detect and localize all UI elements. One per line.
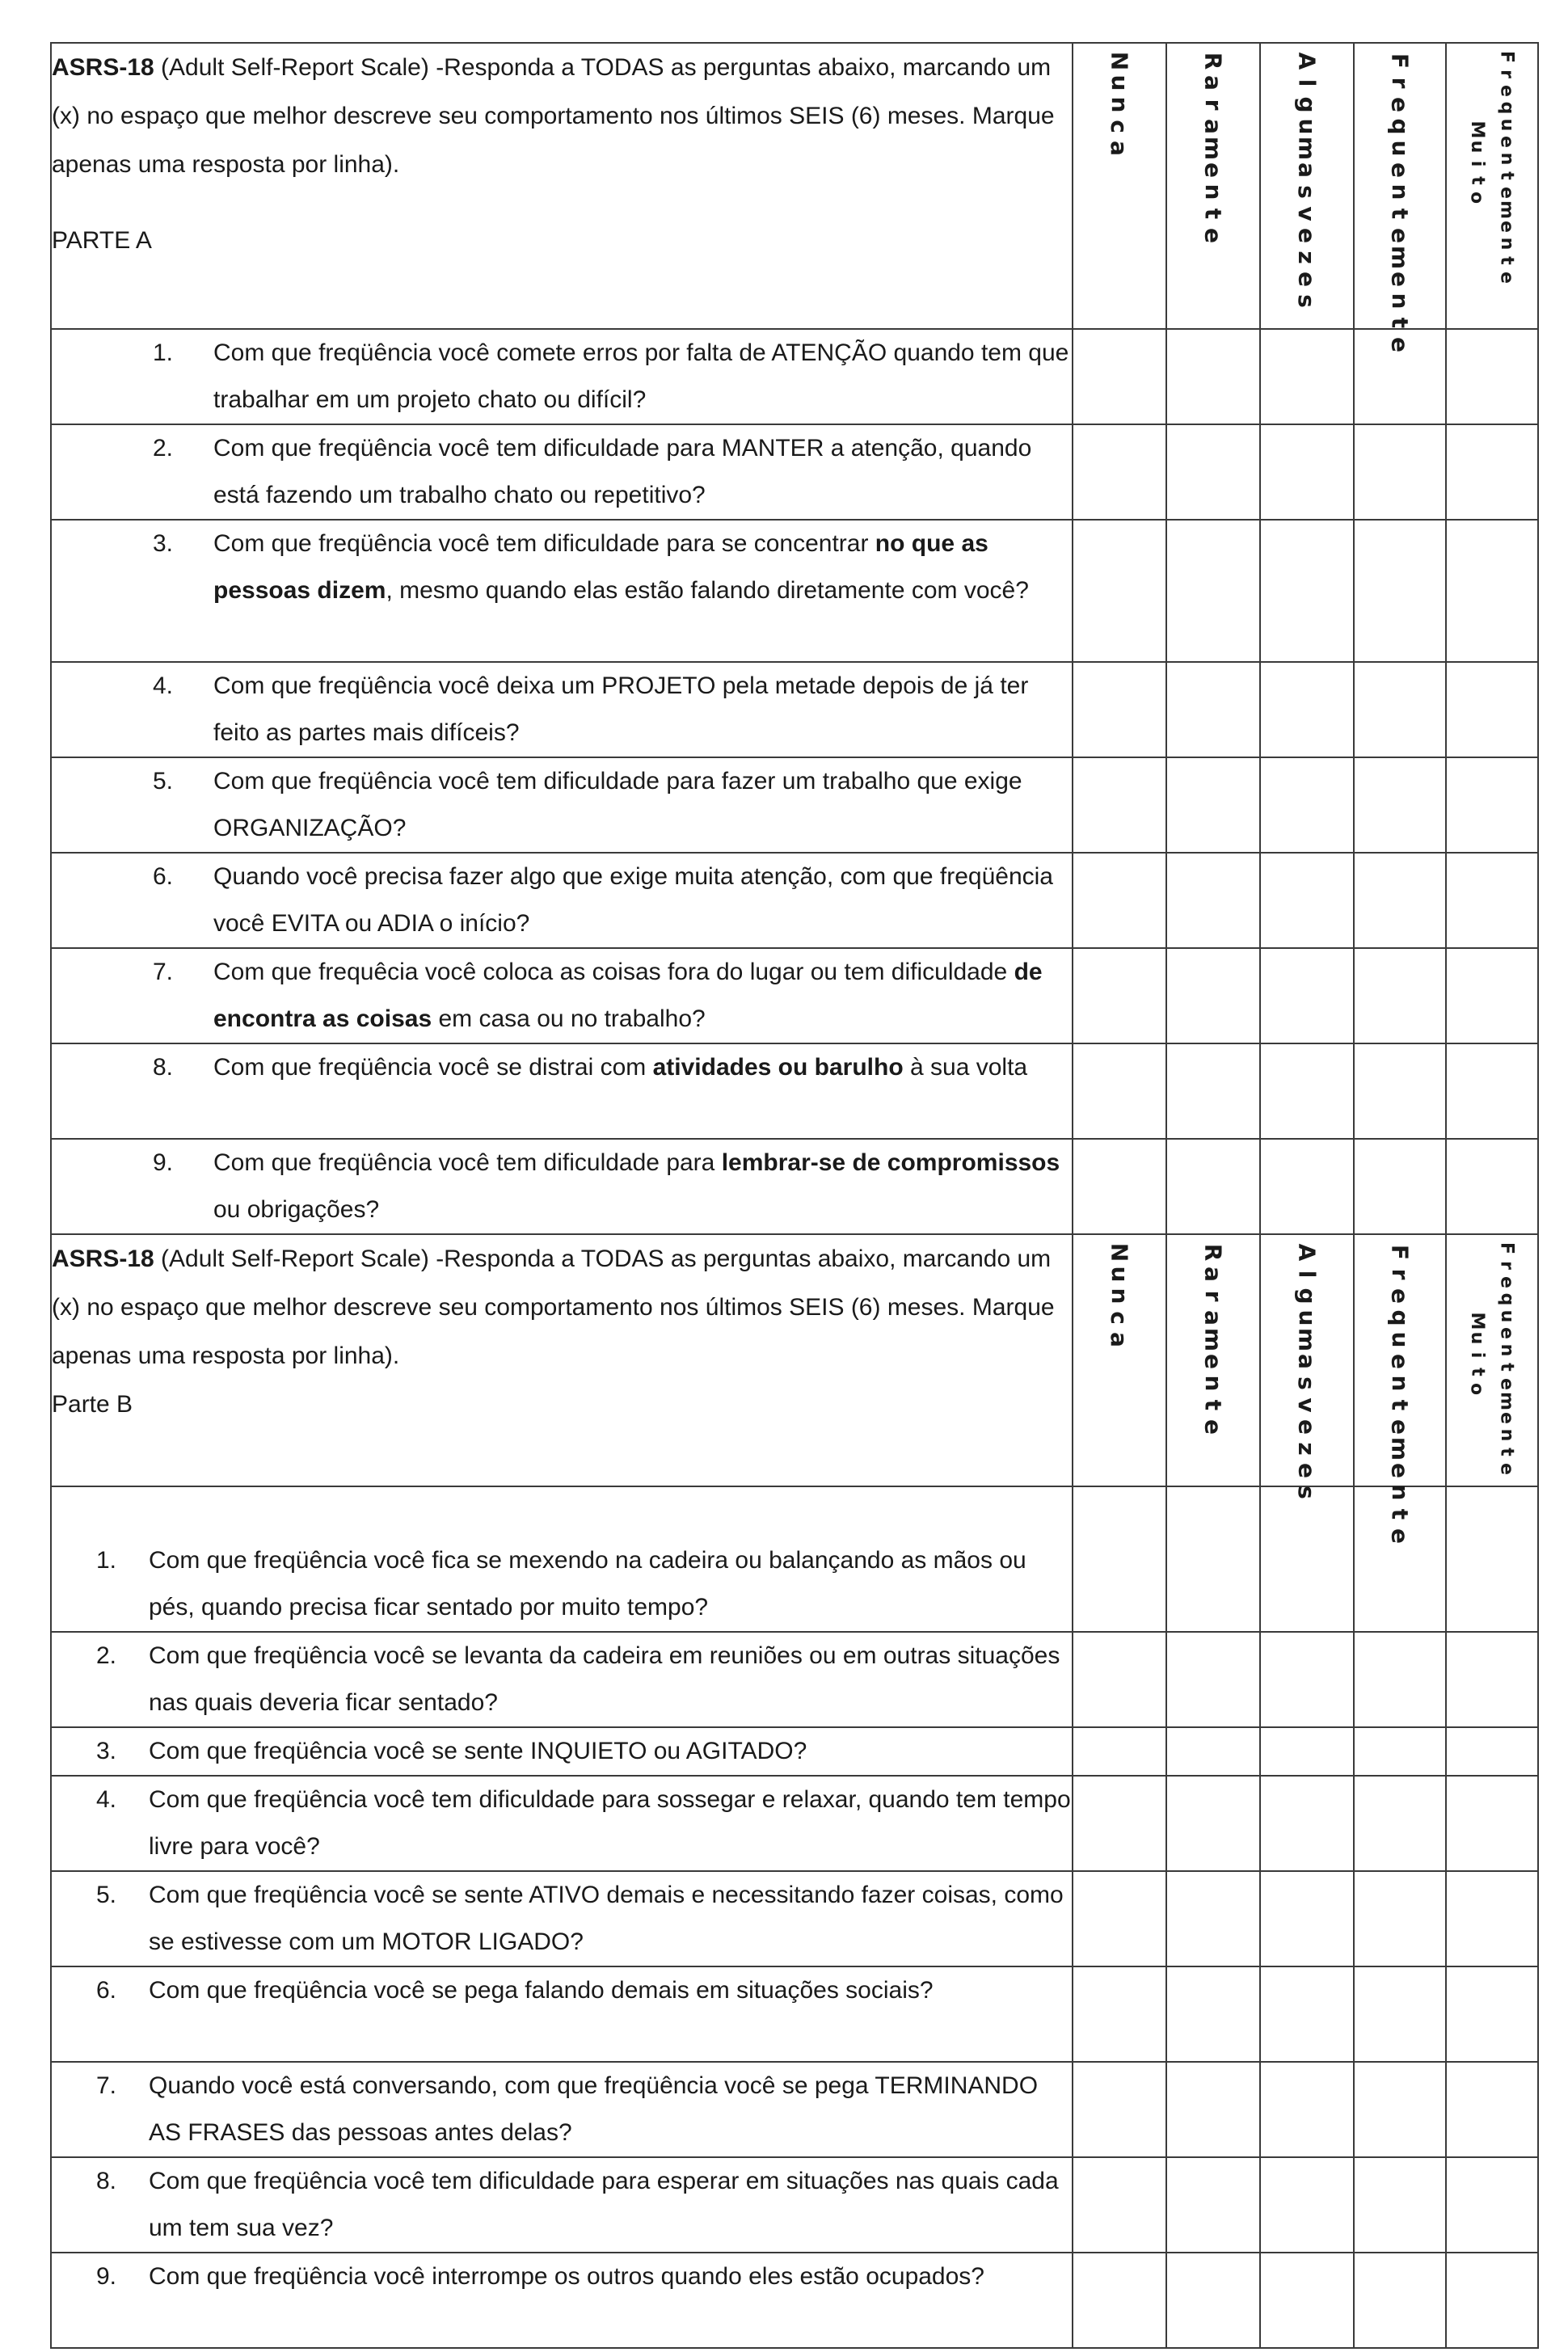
question-number: 2. [95,1642,116,1669]
answer-cell-2[interactable] [1166,1966,1260,2062]
question-row [51,1871,1538,1966]
answer-cell-5[interactable] [1446,662,1538,757]
answer-cell-1[interactable] [1073,1632,1166,1727]
answer-cell-3[interactable] [1260,853,1354,948]
question-text [149,2063,1072,2156]
answer-cell-5[interactable] [1446,1871,1538,1966]
part_a-header-row [51,43,1538,329]
question-number: 5. [95,1882,116,1908]
answer-cell-4[interactable] [1354,2062,1446,2157]
question-cell [51,1727,1073,1776]
question-row [51,757,1538,853]
answer-cell-1[interactable] [1073,1871,1166,1966]
question-text-start: Com que freqüência você se pega falando demais em situações sociais? [149,1977,934,2004]
answer-cell-2[interactable] [1166,948,1260,1043]
question-row [51,1632,1538,1727]
question-number: 3. [95,1738,116,1764]
answer-cell-3[interactable] [1260,2062,1354,2157]
question-number: 7. [152,959,173,985]
question-text [213,425,1072,519]
question-cell [51,948,1073,1043]
question-text-end: , mesmo quando elas estão falando diretamente com você? [386,577,1029,604]
answer-cell-2[interactable] [1166,1632,1260,1727]
answer-cell-1[interactable] [1073,329,1166,424]
question-text [149,1633,1072,1726]
answer-cell-4[interactable] [1354,662,1446,757]
answer-cell-3[interactable] [1260,1043,1354,1139]
column-label: N u n c a [1106,51,1133,156]
answer-cell-4[interactable] [1354,1966,1446,2062]
question-row [51,853,1538,948]
answer-cell-4[interactable] [1354,948,1446,1043]
question-text-start: Com que freqüência você tem dificuldade para se concentrar [213,530,875,557]
question-number: 8. [95,2168,116,2194]
column-label: A l g u m a s v e z e s [1293,52,1321,308]
answer-cell-3[interactable] [1260,329,1354,424]
question-number: 8. [152,1054,173,1081]
column-header-part_b-3 [1354,1234,1446,1544]
question-number: 4. [95,1786,116,1813]
question-text-start: Com que freqüência você comete erros por falta de ATENÇÃO quando tem que trabalhar em um projeto chato ou difícil? [213,339,1069,413]
answer-cell-3[interactable] [1260,1632,1354,1727]
column-label: M u i t o F r e q u e n t e m e n t e [1467,50,1517,284]
question-text-start: Com que freqüência você tem dificuldade para MANTER a atenção, quando está fazendo um trabalho chato ou repetitivo? [213,435,1032,508]
answer-cell-2[interactable] [1166,853,1260,948]
question-cell [51,662,1073,757]
question-text-start: Com que freqüência você se sente INQUIETO ou AGITADO? [149,1738,807,1764]
column-label: F r e q u e n t e m e n t e [1386,1244,1414,1544]
answer-cell-2[interactable] [1166,2253,1260,2348]
answer-cell-5[interactable] [1446,1139,1538,1234]
instructions-text: (Adult Self-Report Scale) -Responda a TODAS as perguntas abaixo, marcando um (x) no espaço que melhor descreve seu comportamento nos últimos SEIS (6) meses. Marque apenas uma resposta por linha). [52,1246,1055,1369]
question-text-start: Com que freqüência você se sente ATIVO demais e necessitando fazer coisas, como se estivesse com um MOTOR LIGADO? [149,1882,1064,1955]
question-text [213,854,1072,947]
question-number: 6. [95,1977,116,2004]
part_b-instructions [51,1234,1073,1486]
answer-cell-5[interactable] [1446,2157,1538,2253]
question-number: 3. [152,530,173,557]
answer-cell-2[interactable] [1166,520,1260,662]
column-header-part_a-1 [1166,43,1260,329]
question-text [149,1967,1072,2014]
question-text-emphasis: lembrar-se de compromissos [721,1149,1060,1176]
answer-cell-2[interactable] [1166,662,1260,757]
answer-cell-4[interactable] [1354,1139,1446,1234]
answer-cell-2[interactable] [1166,1139,1260,1234]
part_a-instructions [51,43,1073,329]
answer-cell-3[interactable] [1260,2253,1354,2348]
answer-cell-2[interactable] [1166,757,1260,853]
question-number: 4. [152,672,173,699]
answer-cell-3[interactable] [1260,2157,1354,2253]
answer-cell-3[interactable] [1260,1966,1354,2062]
question-cell [51,1632,1073,1727]
column-header-part_a-0 [1073,43,1166,329]
question-number: 5. [152,768,173,795]
answer-cell-2[interactable] [1166,1727,1260,1776]
answer-cell-5[interactable] [1446,948,1538,1043]
answer-cell-3[interactable] [1260,948,1354,1043]
answer-cell-3[interactable] [1260,424,1354,520]
column-label: R a r a m e n t e [1199,52,1227,243]
answer-cell-4[interactable] [1354,2157,1446,2253]
asrs-form-table [50,42,1539,2349]
question-text-emphasis: atividades ou barulho [652,1054,904,1081]
question-text [149,1777,1072,1870]
question-text [213,663,1072,757]
question-text-start: Com que freqüência você se levanta da cadeira em reuniões ou em outras situações nas quais deveria ficar sentado? [149,1642,1060,1716]
question-cell [51,520,1073,662]
question-cell [51,424,1073,520]
answer-cell-4[interactable] [1354,853,1446,948]
answer-cell-5[interactable] [1446,1776,1538,1871]
question-text-emphasis: no que as pessoas dizem [213,530,988,604]
answer-cell-4[interactable] [1354,1871,1446,1966]
answer-cell-5[interactable] [1446,853,1538,948]
question-text-start: Com que freqüência você se distrai com [213,1054,653,1081]
answer-cell-1[interactable] [1073,662,1166,757]
question-text [213,1044,1072,1091]
question-text-end: à sua volta [903,1054,1028,1081]
question-text-start: Com que freqüência você tem dificuldade para fazer um trabalho que exige ORGANIZAÇÃO? [213,768,1022,841]
answer-cell-1[interactable] [1073,2062,1166,2157]
answer-cell-5[interactable] [1446,757,1538,853]
question-cell [51,2062,1073,2157]
answer-cell-1[interactable] [1073,853,1166,948]
answer-cell-1[interactable] [1073,424,1166,520]
answer-cell-5[interactable] [1446,1043,1538,1139]
question-text-start: Quando você está conversando, com que freqüência você se pega TERMINANDO AS FRASES das pessoas antes delas? [149,2072,1039,2146]
question-number: 1. [152,339,173,366]
question-cell [51,329,1073,424]
answer-cell-4[interactable] [1354,1632,1446,1727]
question-text [149,2158,1072,2252]
question-row [51,2253,1538,2348]
question-text [149,1728,1072,1775]
part_b-header-row [51,1234,1538,1486]
answer-cell-1[interactable] [1073,1043,1166,1139]
answer-cell-5[interactable] [1446,424,1538,520]
answer-cell-1[interactable] [1073,1776,1166,1871]
question-number: 9. [95,2263,116,2290]
column-header-part_a-4 [1446,43,1538,329]
question-row [51,948,1538,1043]
answer-cell-5[interactable] [1446,1966,1538,2062]
question-row [51,662,1538,757]
question-text [213,949,1072,1043]
question-row [51,424,1538,520]
question-cell [51,1486,1073,1632]
question-number: 2. [152,435,173,462]
question-text-start: Com que freqüência você tem dificuldade para [213,1149,722,1176]
question-text-start: Com que freqüência você tem dificuldade para esperar em situações nas quais cada um tem sua vez? [149,2168,1059,2241]
question-number: 9. [152,1149,173,1176]
answer-cell-2[interactable] [1166,2062,1260,2157]
question-cell [51,853,1073,948]
column-label: N u n c a [1106,1242,1133,1347]
answer-cell-1[interactable] [1073,2157,1166,2253]
answer-cell-1[interactable] [1073,1966,1166,2062]
question-row [51,1043,1538,1139]
answer-cell-2[interactable] [1166,1871,1260,1966]
question-cell [51,1139,1073,1234]
column-label: F r e q u e n t e m e n t e [1386,53,1414,352]
question-text [149,1537,1072,1631]
answer-cell-4[interactable] [1354,2253,1446,2348]
question-text-start: Com que freqüência você deixa um PROJETO pela metade depois de já ter feito as partes mais difíceis? [213,672,1029,746]
question-row [51,520,1538,662]
answer-cell-2[interactable] [1166,424,1260,520]
answer-cell-1[interactable] [1073,2253,1166,2348]
answer-cell-2[interactable] [1166,1776,1260,1871]
question-number: 6. [152,863,173,890]
question-cell [51,1043,1073,1139]
question-text [213,1140,1072,1233]
question-text [149,1872,1072,1966]
answer-cell-2[interactable] [1166,1043,1260,1139]
question-number: 7. [95,2072,116,2099]
answer-cell-3[interactable] [1260,757,1354,853]
column-header-part_b-1 [1166,1234,1260,1486]
question-text [213,758,1072,852]
answer-cell-1[interactable] [1073,1727,1166,1776]
question-text-end: ou obrigações? [213,1196,380,1223]
question-cell [51,2157,1073,2253]
column-label: R a r a m e n t e [1199,1243,1227,1435]
question-row [51,329,1538,424]
answer-cell-2[interactable] [1166,1486,1260,1632]
column-header-part_b-2 [1260,1234,1354,1499]
answer-cell-3[interactable] [1260,662,1354,757]
answer-cell-5[interactable] [1446,520,1538,662]
question-text [149,2253,1072,2300]
answer-cell-1[interactable] [1073,948,1166,1043]
instructions-text: (Adult Self-Report Scale) -Responda a TODAS as perguntas abaixo, marcando um (x) no espaço que melhor descreve seu comportamento nos últimos SEIS (6) meses. Marque apenas uma resposta por linha). [52,54,1055,178]
answer-cell-3[interactable] [1260,1486,1354,1632]
answer-cell-3[interactable] [1260,1139,1354,1234]
answer-cell-4[interactable] [1354,424,1446,520]
answer-cell-1[interactable] [1073,1139,1166,1234]
question-cell [51,757,1073,853]
question-text-start: Com que freqüência você fica se mexendo na cadeira ou balançando as mãos ou pés, quando precisa ficar sentado por muito tempo? [149,1547,1026,1621]
part-label: Parte B [52,1391,133,1418]
column-label: M u i t o F r e q u e n t e m e n t e [1467,1241,1517,1475]
question-number: 1. [95,1547,116,1574]
answer-cell-3[interactable] [1260,1871,1354,1966]
answer-cell-3[interactable] [1260,1727,1354,1776]
column-header-part_a-3 [1354,43,1446,352]
answer-cell-1[interactable] [1073,757,1166,853]
answer-cell-5[interactable] [1446,1486,1538,1632]
answer-cell-5[interactable] [1446,2062,1538,2157]
question-text-start: Quando você precisa fazer algo que exige muita atenção, com que freqüência você EVITA ou ADIA o início? [213,863,1053,937]
question-row [51,1966,1538,2062]
answer-cell-4[interactable] [1354,520,1446,662]
answer-cell-2[interactable] [1166,329,1260,424]
answer-cell-5[interactable] [1446,329,1538,424]
question-cell [51,1871,1073,1966]
answer-cell-2[interactable] [1166,2157,1260,2253]
question-row [51,1776,1538,1871]
question-cell [51,2253,1073,2348]
answer-cell-4[interactable] [1354,1043,1446,1139]
question-text-end: em casa ou no trabalho? [432,1005,706,1032]
question-row [51,2157,1538,2253]
question-row [51,1727,1538,1776]
question-text [213,330,1072,424]
question-row [51,1139,1538,1234]
answer-cell-4[interactable] [1354,1776,1446,1871]
question-text [213,521,1072,614]
answer-cell-4[interactable] [1354,757,1446,853]
question-cell [51,1966,1073,2062]
answer-cell-4[interactable] [1354,1727,1446,1776]
column-header-part_b-0 [1073,1234,1166,1486]
answer-cell-5[interactable] [1446,1632,1538,1727]
question-text-start: Com que frequêcia você coloca as coisas fora do lugar ou tem dificuldade [213,959,1014,985]
question-row [51,1486,1538,1632]
question-row [51,2062,1538,2157]
part-label: PARTE A [52,227,152,254]
question-text-emphasis: de encontra as coisas [213,959,1043,1032]
answer-cell-1[interactable] [1073,1486,1166,1632]
question-text-start: Com que freqüência você interrompe os outros quando eles estão ocupados? [149,2263,984,2290]
column-header-part_b-4 [1446,1234,1538,1486]
answer-cell-5[interactable] [1446,2253,1538,2348]
column-label: A l g u m a s v e z e s [1293,1243,1321,1499]
scale-name: ASRS-18 [52,1246,154,1272]
scale-name: ASRS-18 [52,54,154,81]
answer-cell-5[interactable] [1446,1727,1538,1776]
question-text-start: Com que freqüência você tem dificuldade para sossegar e relaxar, quando tem tempo livre para você? [149,1786,1071,1860]
answer-cell-3[interactable] [1260,520,1354,662]
answer-cell-1[interactable] [1073,520,1166,662]
question-cell [51,1776,1073,1871]
column-header-part_a-2 [1260,43,1354,329]
answer-cell-3[interactable] [1260,1776,1354,1871]
